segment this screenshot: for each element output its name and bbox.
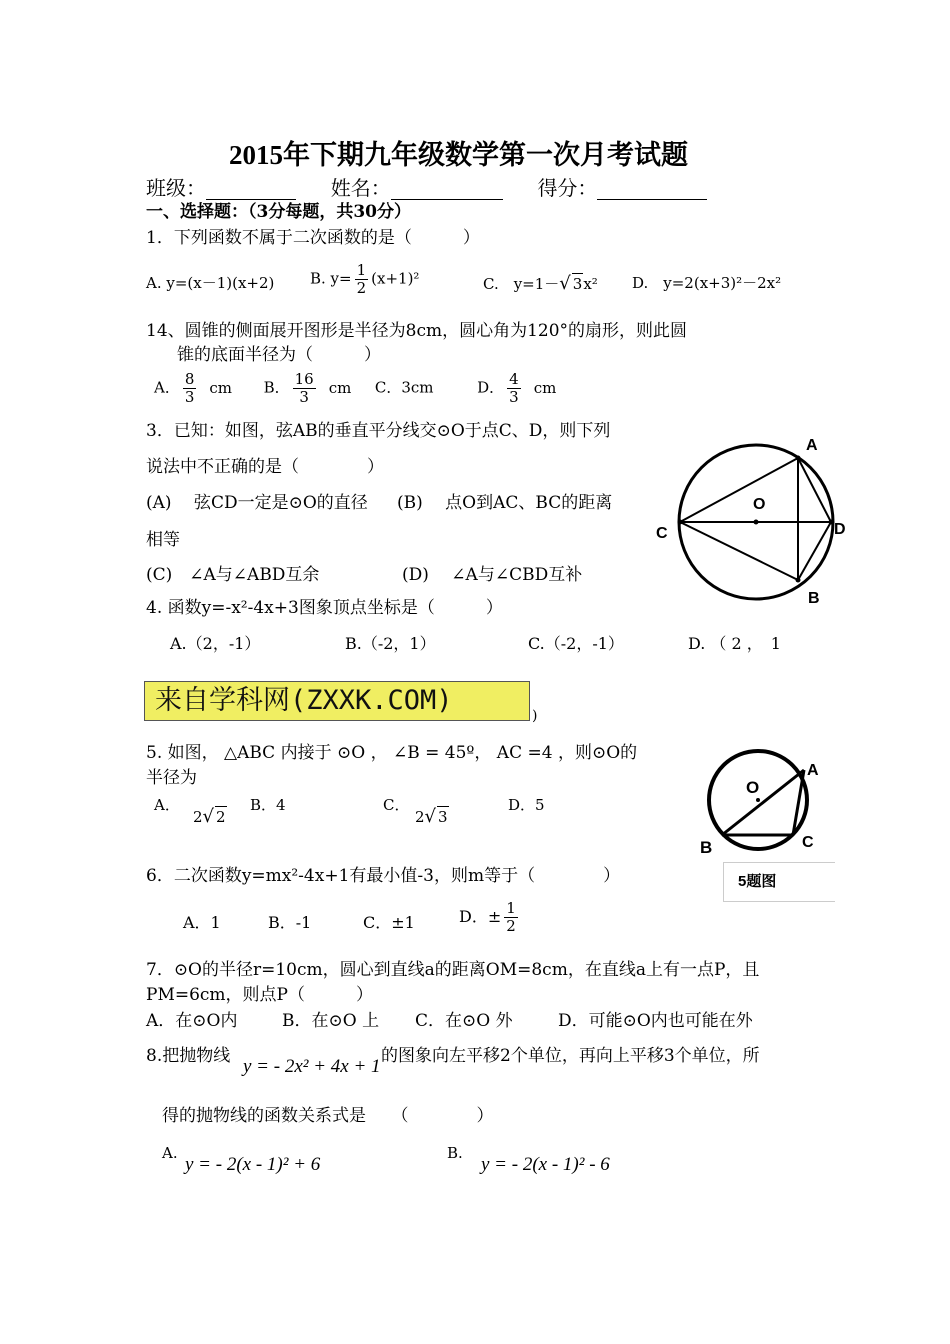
q4-stem: 4. 函数y=-x²-4x+3图象顶点坐标是（ ）: [146, 598, 503, 618]
q5-option-a-label: A．: [154, 796, 180, 814]
q8-line2: 得的抛物线的函数关系式是 （ ）: [162, 1106, 494, 1126]
q5-label-c: C: [802, 834, 814, 851]
q4-option-b: B.（-2，1）: [345, 634, 436, 653]
q3-label-o: O: [753, 496, 766, 513]
score-field[interactable]: [597, 181, 707, 200]
q3-option-d: (D) ∠A与∠CBD互补: [402, 565, 583, 585]
q8-post: 的图象向左平移2个单位，再向上平移3个单位，所: [381, 1046, 760, 1066]
q4-option-a: A.（2，-1）: [170, 634, 261, 653]
q7-option-a: A．在⊙O内: [146, 1011, 238, 1031]
q2-options: A． $\frac{8}{3}$ cm B． $\frac{16}{3}$ cm C．3cm D． $\frac{4}{3}$ cm: [154, 370, 557, 406]
sqrt-icon: √: [202, 806, 215, 827]
q7-option-d: D．可能⊙O内也可能在外: [558, 1011, 753, 1031]
q3-option-c: (C) ∠A与∠ABD互余: [146, 565, 320, 585]
q6-option-b: B．-1: [268, 913, 312, 932]
q7-line1: 7．⊙O的半径r=10cm，圆心到直线a的距离OM=8cm，在直线a上有一点P，且: [146, 960, 760, 980]
q5-line2: 半径为: [146, 768, 197, 788]
q1-stem: 1．下列函数不属于二次函数的是（ ）: [146, 228, 480, 248]
q7-option-c: C．在⊙O 外: [415, 1011, 513, 1031]
class-field[interactable]: [206, 181, 296, 200]
q8-formula: y = - 2x² + 4x + 1: [243, 1056, 381, 1077]
q5-figure-caption: 5题图: [723, 862, 835, 902]
page-title: 2015年下期九年级数学第一次月考试题: [229, 140, 688, 170]
q3-label-d: D: [834, 521, 846, 538]
watermark-tail: ): [532, 708, 538, 724]
q1-option-d: D. y=2(x+3)²－2x²: [632, 274, 782, 292]
q3-line1: 3．已知：如图，弦AB的垂直平分线交⊙O于点C、D，则下列: [146, 421, 611, 441]
q2-line2: 锥的底面半径为（ ）: [177, 345, 381, 365]
q3-label-b: B: [808, 590, 820, 607]
q6-stem: 6．二次函数y=mx²-4x+1有最小值-3，则m等于（ ）: [146, 866, 621, 886]
name-label: 姓名：: [330, 176, 391, 200]
q1-option-b: B. y= $\frac{1}{2}$ (x+1)²: [310, 261, 420, 297]
score-label: 得分：: [537, 176, 598, 200]
q5-label-a: A: [807, 762, 819, 779]
q3-label-c: C: [656, 525, 668, 542]
q5-option-a-value: 2√ 2: [193, 806, 226, 827]
q6-option-d: D．± $\frac{1}{2}$: [459, 899, 516, 935]
q3-label-a: A: [806, 437, 818, 454]
q4-option-d: D. （ 2 ， 1: [688, 634, 781, 653]
q3-option-b-cont: 相等: [146, 530, 180, 550]
q5-option-c-label: C．: [383, 796, 410, 814]
q7-option-b: B．在⊙O 上: [282, 1011, 380, 1031]
watermark-banner: 来自学科网(ZXXK.COM): [144, 681, 530, 721]
section-heading: 一、选择题：（3分每题，共30分）: [146, 202, 411, 222]
q5-label-o: O: [746, 778, 760, 797]
q5-label-b: B: [700, 838, 713, 857]
fraction: $\frac{1}{2}$: [356, 261, 367, 297]
q8-option-b: y = - 2(x - 1)² - 6: [481, 1154, 610, 1175]
q5-option-d: D．5: [508, 796, 545, 814]
q3-option-a: (A) 弦CD一定是⊙O的直径: [146, 493, 368, 513]
q2-line1: 14、圆锥的侧面展开图形是半径为8cm，圆心角为120°的扇形，则此圆: [146, 321, 688, 341]
q5-option-c-value: 2√ 3: [415, 806, 448, 827]
name-field[interactable]: [391, 181, 503, 200]
q8-option-b-label: B.: [447, 1144, 463, 1162]
q1-option-c: C. y=1－√ 3x²: [483, 273, 598, 294]
q7-line2: PM=6cm，则点P（ ）: [146, 985, 373, 1005]
q5-line1: 5. 如图， △ABC 内接于 ⊙O ， ∠B = 45º， AC =4 ，则⊙O的: [146, 743, 638, 763]
header-fields: [146, 176, 707, 200]
class-label: 班级：: [146, 176, 206, 200]
sqrt-icon: √: [559, 273, 571, 294]
q8-pre: 8.把抛物线: [146, 1046, 231, 1066]
sqrt-icon: √: [424, 806, 437, 827]
q6-option-a: A．1: [183, 913, 221, 932]
q6-option-c: C．±1: [363, 913, 415, 932]
q1-option-a: A. y=(x－1)(x+2): [146, 274, 275, 292]
q5-option-b: B．4: [250, 796, 286, 814]
q3-option-b: (B) 点O到AC、BC的距离: [397, 493, 613, 513]
q4-option-c: C.（-2，-1）: [528, 634, 624, 653]
q8-option-a-label: A.: [162, 1144, 178, 1162]
q8-option-a: y = - 2(x - 1)² + 6: [185, 1154, 321, 1175]
q3-line2: 说法中不正确的是（ ）: [146, 457, 384, 477]
q3-circle-figure: [650, 432, 850, 612]
